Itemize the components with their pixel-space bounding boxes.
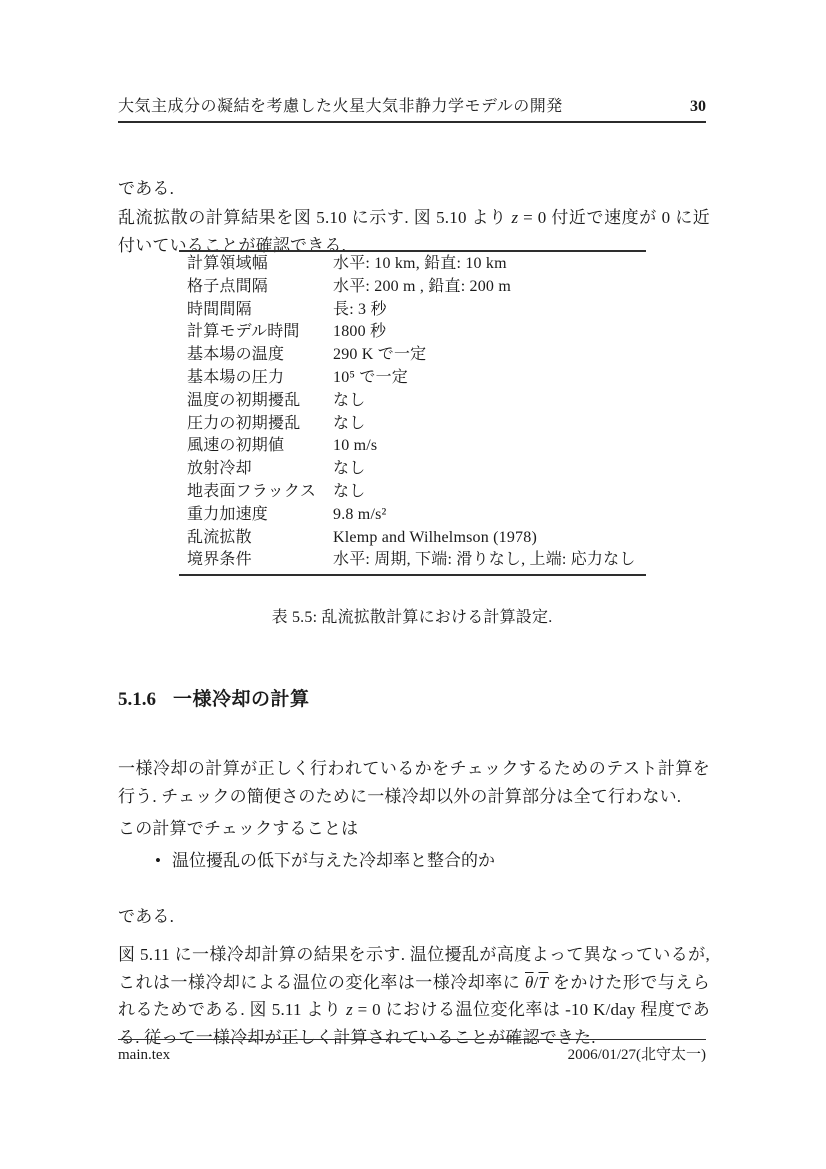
paragraph-dearu-2: である.	[118, 907, 175, 926]
row-value: 9.8 m/s²	[333, 505, 387, 523]
page-footer	[118, 1039, 706, 1065]
row-label: 基本場の圧力	[187, 368, 285, 386]
row-value: なし	[333, 482, 366, 500]
row-label: 風速の初期値	[187, 437, 285, 455]
row-label: 計算領域幅	[187, 255, 269, 272]
settings-table	[179, 250, 646, 576]
row-label: 格子点間隔	[187, 277, 269, 295]
table-row	[179, 481, 646, 504]
row-label: 時間間隔	[187, 300, 252, 318]
math-slash: /	[533, 972, 539, 992]
row-value: 水平: 周期, 下端: 滑りなし, 上端: 応力なし	[333, 551, 636, 569]
paragraph-text: = 0 付近で速度が 0 に近付いていることが確認できる.	[118, 208, 710, 255]
row-value: なし	[333, 460, 366, 478]
table-row	[179, 527, 646, 550]
row-label: 放射冷却	[187, 460, 252, 478]
paragraph-text: 乱流拡散の計算結果を図 5.10 に示す. 図 5.10 より	[118, 208, 512, 227]
table-row	[179, 299, 646, 322]
row-value: 長: 3 秒	[333, 300, 387, 318]
paragraph-cooling-result	[118, 941, 710, 1051]
row-value: 10 m/s	[333, 437, 378, 455]
row-label: 基本場の温度	[187, 346, 285, 364]
row-label: 境界条件	[187, 551, 252, 569]
running-head-title: 大気主成分の凝結を考慮した火星大気非静力学モデルの開発	[118, 98, 563, 115]
table-caption: 表 5.5: 乱流拡散計算における計算設定.	[271, 609, 553, 626]
table-row	[179, 321, 646, 344]
math-var-z: z	[346, 1000, 353, 1019]
row-label: 圧力の初期擾乱	[187, 414, 301, 432]
table-row	[179, 435, 646, 458]
section-number: 5.1.6	[118, 689, 156, 710]
table-row	[179, 390, 646, 413]
section-heading	[118, 687, 310, 713]
bullet-list-item	[118, 847, 710, 875]
table-row	[179, 367, 646, 390]
row-label: 温度の初期擾乱	[187, 391, 301, 409]
table-row	[179, 276, 646, 299]
row-value: 水平: 200 m , 鉛直: 200 m	[333, 277, 511, 295]
row-value: なし	[333, 414, 366, 432]
row-value: なし	[333, 391, 366, 409]
row-value: 水平: 10 km, 鉛直: 10 km	[333, 255, 507, 272]
row-label: 乱流拡散	[187, 528, 252, 546]
math-var-z: z	[511, 208, 519, 227]
table-row	[179, 253, 646, 276]
table-row	[179, 549, 646, 572]
paragraph-uniform-cooling-test: 一様冷却の計算が正しく行われているかをチェックするためのテスト計算を行う. チェックの簡便さのために一様冷却以外の計算部分は全て行わない.	[118, 759, 710, 806]
table-row	[179, 458, 646, 481]
row-label: 重力加速度	[187, 505, 269, 523]
row-label: 計算モデル時間	[187, 323, 300, 341]
bullet-icon: •	[155, 851, 161, 870]
row-value: 1800 秒	[333, 323, 387, 341]
table-row	[179, 344, 646, 367]
paragraph-text: をかけた形で与えられるためである. 図 5.11 より	[118, 972, 710, 1019]
math-var-theta-bar: $\overline{\theta}$	[524, 972, 534, 992]
section-title: 一様冷却の計算	[173, 689, 310, 710]
paragraph-text: = 0 における温位変化率は -10 K/day 程度である. 従って一様冷却が正しく計算されていることが確認できた.	[118, 1000, 710, 1047]
footer-filename: main.tex	[118, 1047, 171, 1063]
paragraph-check-intro: この計算でチェックすることは	[118, 819, 359, 838]
table-row	[179, 413, 646, 436]
math-var-T-bar: $\overline{T}$	[538, 972, 549, 992]
row-label: 地表面フラックス	[187, 482, 317, 500]
page-header	[118, 97, 706, 123]
page-number: 30	[690, 98, 706, 115]
row-value: 10⁵ で一定	[333, 368, 408, 386]
row-value: 290 K で一定	[333, 346, 427, 364]
footer-date-author: 2006/01/27(北守太一)	[567, 1047, 706, 1063]
bullet-item-text: 温位擾乱の低下が与えた冷却率と整合的か	[172, 851, 495, 870]
row-value: Klemp and Wilhelmson (1978)	[333, 528, 537, 546]
paragraph-dearu-1: である.	[118, 179, 175, 198]
table-row	[179, 504, 646, 527]
paragraph-text: 図 5.11 に一様冷却計算の結果を示す. 温位擾乱が高度よって異なっているが, これは一様冷却による温位の変化率は一様冷却率に	[118, 945, 710, 992]
